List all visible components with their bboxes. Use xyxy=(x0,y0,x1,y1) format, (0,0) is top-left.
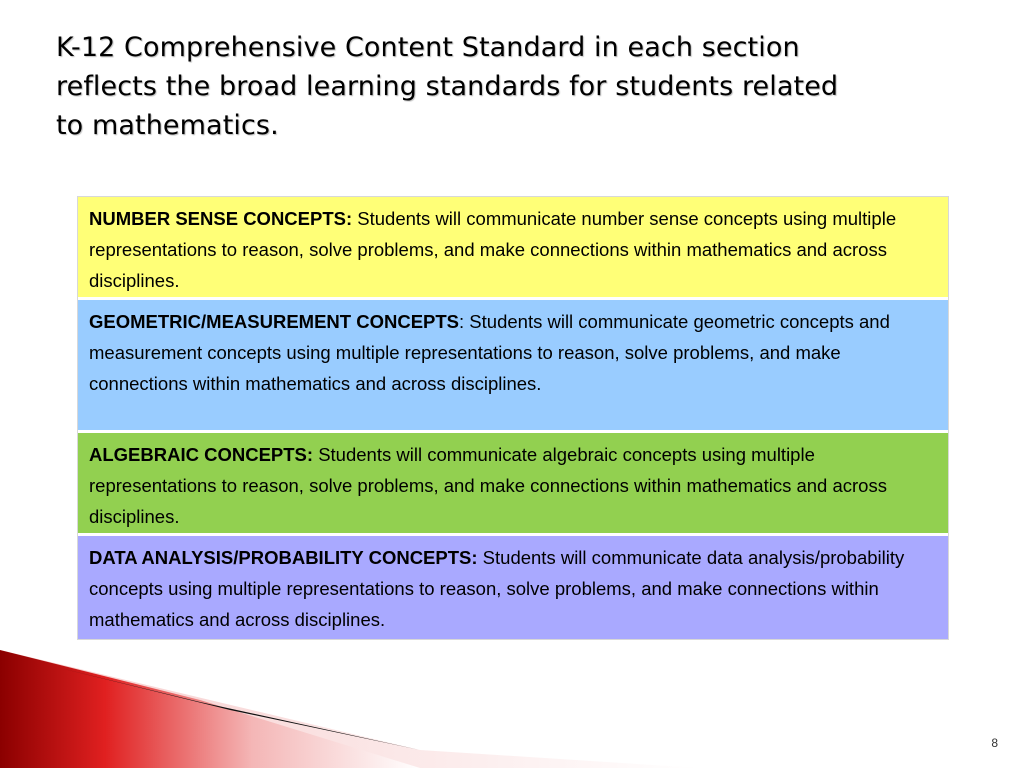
slide-title xyxy=(56,28,1016,145)
title-line-1: K-12 Comprehensive Content Standard in each section xyxy=(56,32,800,63)
standard-label: ALGEBRAIC CONCEPTS: xyxy=(89,444,314,465)
standard-row-geometric-measurement xyxy=(78,300,948,433)
decorative-swoosh xyxy=(0,640,1024,768)
swoosh-red-band xyxy=(0,650,420,768)
standard-label: NUMBER SENSE CONCEPTS: xyxy=(89,208,353,229)
standards-table xyxy=(77,196,949,640)
standard-row-number-sense xyxy=(78,197,948,300)
page-number: 8 xyxy=(991,736,998,750)
standard-label: DATA ANALYSIS/PROBABILITY CONCEPTS: xyxy=(89,547,478,568)
standard-description: : Students will communicate geometric concepts and measurement concepts using multiple representations to reason, solve problems, and make connections within mathematics and across disciplines. xyxy=(89,311,890,394)
standard-label: GEOMETRIC/MEASUREMENT CONCEPTS xyxy=(89,311,460,332)
standard-description: Students will communicate number sense concepts using multiple representations to reason, solve problems, and make connections within mathematics and across disciplines. xyxy=(89,208,897,291)
standard-row-data-analysis xyxy=(78,536,948,639)
title-line-2: reflects the broad learning standards for students related xyxy=(56,71,839,102)
standard-description: Students will communicate algebraic concepts using multiple representations to reason, solve problems, and make connections within mathematics and across disciplines. xyxy=(89,444,887,527)
title-line-3: to mathematics. xyxy=(56,110,279,141)
standard-description: Students will communicate data analysis/probability concepts using multiple representations to reason, solve problems, and make connections within mathematics and across disciplines. xyxy=(89,547,905,630)
standard-row-algebraic xyxy=(78,433,948,536)
